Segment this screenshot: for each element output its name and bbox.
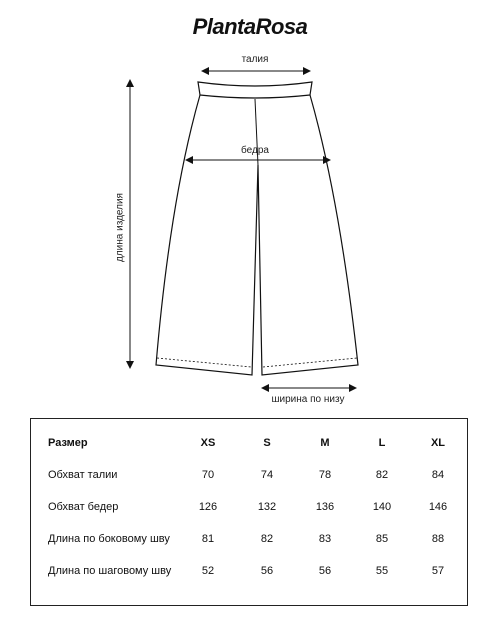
table-cell: 55 [375,565,389,577]
table-cell: 82 [260,533,274,545]
table-cell: 74 [260,469,274,481]
table-cell: 78 [318,469,332,481]
table-cell: 56 [318,565,332,577]
hip-label: бедра [241,145,269,156]
row-label: Обхват талии [48,469,118,481]
table-cell: 146 [428,501,448,513]
header-size-label: Размер [48,437,88,449]
table-row [31,501,467,521]
table-cell: 126 [198,501,218,513]
table-row [31,533,467,553]
table-cell: 132 [257,501,277,513]
table-cell: 83 [318,533,332,545]
header-size-xl: XL [430,437,446,449]
table-cell: 70 [201,469,215,481]
table-cell: 84 [431,469,445,481]
table-row [31,565,467,585]
row-label: Обхват бедер [48,501,119,513]
hem-width-label: ширина по низу [271,394,345,405]
header-size-l: L [378,437,386,449]
table-cell: 85 [375,533,389,545]
hem-stitch-left [157,358,251,367]
table-cell: 81 [201,533,215,545]
hem-stitch-right [263,358,357,367]
table-cell: 140 [372,501,392,513]
length-label: длина изделия [114,193,126,262]
table-header-row [31,437,467,457]
brand-logo: PlantaRosa [192,14,308,39]
row-label: Длина по боковому шву [48,533,170,545]
header-size-s: S [263,437,271,449]
header-size-xs: XS [200,437,216,449]
row-label: Длина по шаговому шву [48,565,172,577]
table-row [31,469,467,489]
table-cell: 57 [431,565,445,577]
header-size-m: M [320,437,330,449]
table-cell: 136 [315,501,335,513]
waistband [198,82,312,98]
waist-label: талия [241,54,269,65]
table-cell: 52 [201,565,215,577]
table-cell: 56 [260,565,274,577]
table-cell: 82 [375,469,389,481]
table-cell: 88 [431,533,445,545]
size-table [30,418,468,606]
